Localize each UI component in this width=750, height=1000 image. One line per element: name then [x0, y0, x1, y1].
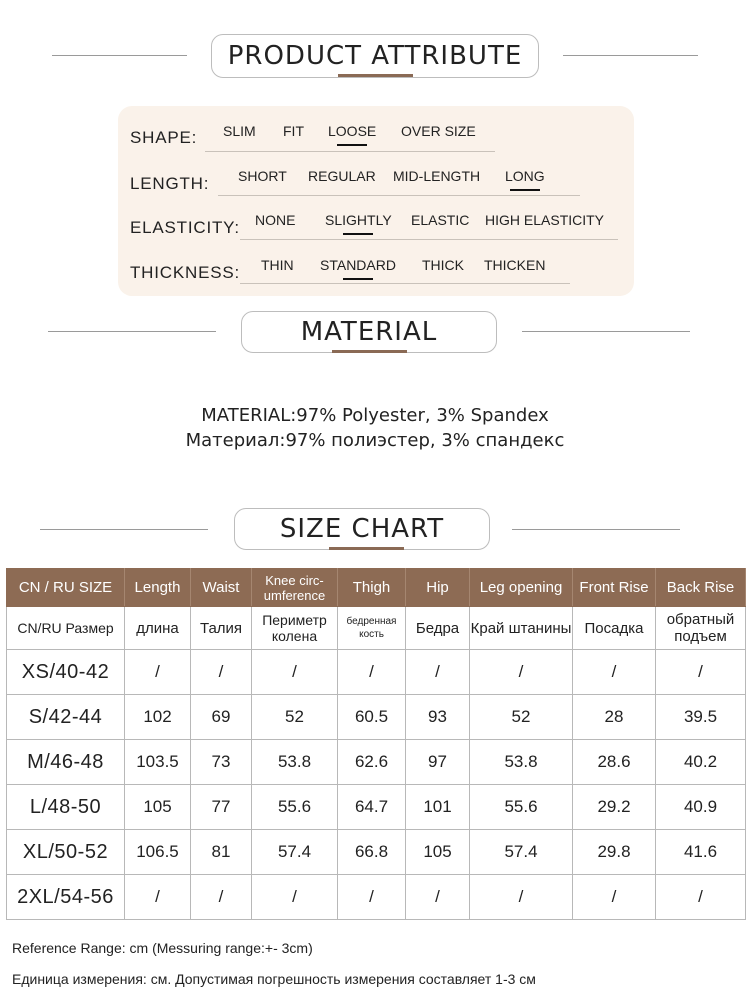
option-regular: REGULAR — [308, 168, 376, 184]
measurement-cell: 53.8 — [470, 740, 573, 785]
measurement-cell: 81 — [191, 830, 252, 875]
header-ru-front-rise: Посадка — [573, 607, 656, 650]
divider-left — [52, 55, 187, 56]
divider-left — [48, 331, 216, 332]
option-slightly-selected: SLIGHTLY — [325, 212, 392, 228]
option-none: NONE — [255, 212, 296, 228]
header-ru-size: CN/RU Размер — [7, 607, 125, 650]
measurement-cell: / — [191, 875, 252, 920]
header-ru-leg-opening: Край штанины — [470, 607, 573, 650]
option-thick: THICK — [422, 257, 464, 273]
option-long-selected: LONG — [505, 168, 545, 184]
header-ru-waist: Талия — [191, 607, 252, 650]
divider-right — [563, 55, 698, 56]
material-title-underline — [332, 350, 407, 353]
measurement-cell: / — [125, 875, 191, 920]
measurement-cell: 62.6 — [338, 740, 406, 785]
attribute-panel — [118, 106, 634, 296]
header-knee: Knee circ-umference — [252, 569, 338, 607]
measurement-cell: 93 — [406, 695, 470, 740]
table-row — [7, 830, 746, 875]
reference-note-en: Reference Range: cm (Messuring range:+- 3cm) — [12, 940, 313, 956]
measurement-cell: / — [470, 875, 573, 920]
attribute-rule — [205, 151, 495, 152]
size-cell: XS/40-42 — [7, 650, 125, 695]
measurement-cell: / — [125, 650, 191, 695]
measurement-cell: / — [573, 650, 656, 695]
option-over-size: OVER SIZE — [401, 123, 476, 139]
divider-right — [512, 529, 680, 530]
measurement-cell: 53.8 — [252, 740, 338, 785]
measurement-cell: 41.6 — [656, 830, 746, 875]
table-row — [7, 785, 746, 830]
size-cell: XL/50-52 — [7, 830, 125, 875]
option-fit: FIT — [283, 123, 304, 139]
option-elastic: ELASTIC — [411, 212, 470, 228]
attribute-label: SHAPE: — [130, 128, 198, 147]
measurement-cell: / — [470, 650, 573, 695]
attribute-label: LENGTH: — [130, 174, 210, 193]
attribute-title-box — [211, 34, 539, 78]
header-size: CN / RU SIZE — [7, 569, 125, 607]
option-thicken: THICKEN — [484, 257, 546, 273]
attribute-label: ELASTICITY: — [130, 218, 240, 237]
measurement-cell: 28 — [573, 695, 656, 740]
header-row-ru — [7, 607, 746, 650]
header-thigh: Thigh — [338, 569, 406, 607]
option-mid-length: MID-LENGTH — [393, 168, 481, 184]
attribute-row-length — [118, 162, 634, 202]
material-title-box — [241, 311, 497, 353]
measurement-cell: 101 — [406, 785, 470, 830]
header-length: Length — [125, 569, 191, 607]
measurement-cell: / — [338, 650, 406, 695]
header-ru-thigh: бедренная кость — [338, 607, 406, 650]
attribute-row-elasticity — [118, 206, 634, 246]
header-row-en — [7, 569, 746, 607]
attribute-row-shape — [118, 116, 634, 156]
option-standard-selected: STANDARD — [320, 257, 396, 273]
measurement-cell: 28.6 — [573, 740, 656, 785]
measurement-cell: 52 — [470, 695, 573, 740]
header-leg-opening: Leg opening — [470, 569, 573, 607]
measurement-cell: 66.8 — [338, 830, 406, 875]
header-ru-hip: Бедра — [406, 607, 470, 650]
measurement-cell: 29.2 — [573, 785, 656, 830]
attribute-rule — [218, 195, 580, 196]
table-row — [7, 695, 746, 740]
size-chart-title: SIZE CHART — [279, 514, 445, 544]
measurement-cell: 105 — [125, 785, 191, 830]
measurement-cell: / — [406, 875, 470, 920]
attribute-title: PRODUCT ATTRIBUTE — [227, 41, 523, 71]
measurement-cell: / — [252, 650, 338, 695]
header-ru-knee: Периметр колена — [252, 607, 338, 650]
measurement-cell: 52 — [252, 695, 338, 740]
header-hip: Hip — [406, 569, 470, 607]
divider-right — [522, 331, 690, 332]
header-ru-back-rise: обратный подъем — [656, 607, 746, 650]
measurement-cell: 29.8 — [573, 830, 656, 875]
measurement-cell: 55.6 — [252, 785, 338, 830]
option-thin: THIN — [261, 257, 294, 273]
measurement-cell: / — [656, 650, 746, 695]
measurement-cell: / — [406, 650, 470, 695]
attribute-label: THICKNESS: — [130, 263, 241, 282]
table-row — [7, 875, 746, 920]
header-ru-length: длина — [125, 607, 191, 650]
size-chart-title-box — [234, 508, 490, 550]
measurement-cell: 97 — [406, 740, 470, 785]
measurement-cell: 60.5 — [338, 695, 406, 740]
attribute-title-underline — [338, 74, 413, 77]
size-cell: S/42-44 — [7, 695, 125, 740]
size-cell: 2XL/54-56 — [7, 875, 125, 920]
size-cell: L/48-50 — [7, 785, 125, 830]
material-text-en: MATERIAL:97% Polyester, 3% Spandex — [201, 405, 549, 426]
measurement-cell: / — [191, 650, 252, 695]
measurement-cell: 106.5 — [125, 830, 191, 875]
measurement-cell: / — [656, 875, 746, 920]
divider-left — [40, 529, 208, 530]
table-row — [7, 650, 746, 695]
measurement-cell: 57.4 — [470, 830, 573, 875]
option-high-elasticity: HIGH ELASTICITY — [485, 212, 605, 228]
measurement-cell: 102 — [125, 695, 191, 740]
attribute-rule — [240, 283, 570, 284]
header-back-rise: Back Rise — [656, 569, 746, 607]
reference-note-ru: Единица измерения: см. Допустимая погрешность измерения составляет 1-3 см — [12, 971, 536, 987]
measurement-cell: 73 — [191, 740, 252, 785]
option-short: SHORT — [238, 168, 287, 184]
measurement-cell: / — [338, 875, 406, 920]
attribute-rule — [240, 239, 618, 240]
size-chart-title-underline — [329, 547, 404, 550]
option-loose-selected: LOOSE — [328, 123, 377, 139]
measurement-cell: 69 — [191, 695, 252, 740]
measurement-cell: 105 — [406, 830, 470, 875]
measurement-cell: 55.6 — [470, 785, 573, 830]
size-cell: M/46-48 — [7, 740, 125, 785]
table-row — [7, 740, 746, 785]
measurement-cell: 103.5 — [125, 740, 191, 785]
measurement-cell: 40.2 — [656, 740, 746, 785]
measurement-cell: 39.5 — [656, 695, 746, 740]
header-waist: Waist — [191, 569, 252, 607]
measurement-cell: 40.9 — [656, 785, 746, 830]
measurement-cell: 77 — [191, 785, 252, 830]
material-title: MATERIAL — [300, 317, 438, 347]
measurement-cell: 64.7 — [338, 785, 406, 830]
measurement-cell: / — [573, 875, 656, 920]
size-chart-table — [6, 568, 746, 920]
measurement-cell: / — [252, 875, 338, 920]
option-slim: SLIM — [223, 123, 256, 139]
measurement-cell: 57.4 — [252, 830, 338, 875]
material-text-ru: Материал:97% полиэстер, 3% спандекс — [185, 430, 565, 451]
header-front-rise: Front Rise — [573, 569, 656, 607]
attribute-row-thickness — [118, 251, 634, 291]
